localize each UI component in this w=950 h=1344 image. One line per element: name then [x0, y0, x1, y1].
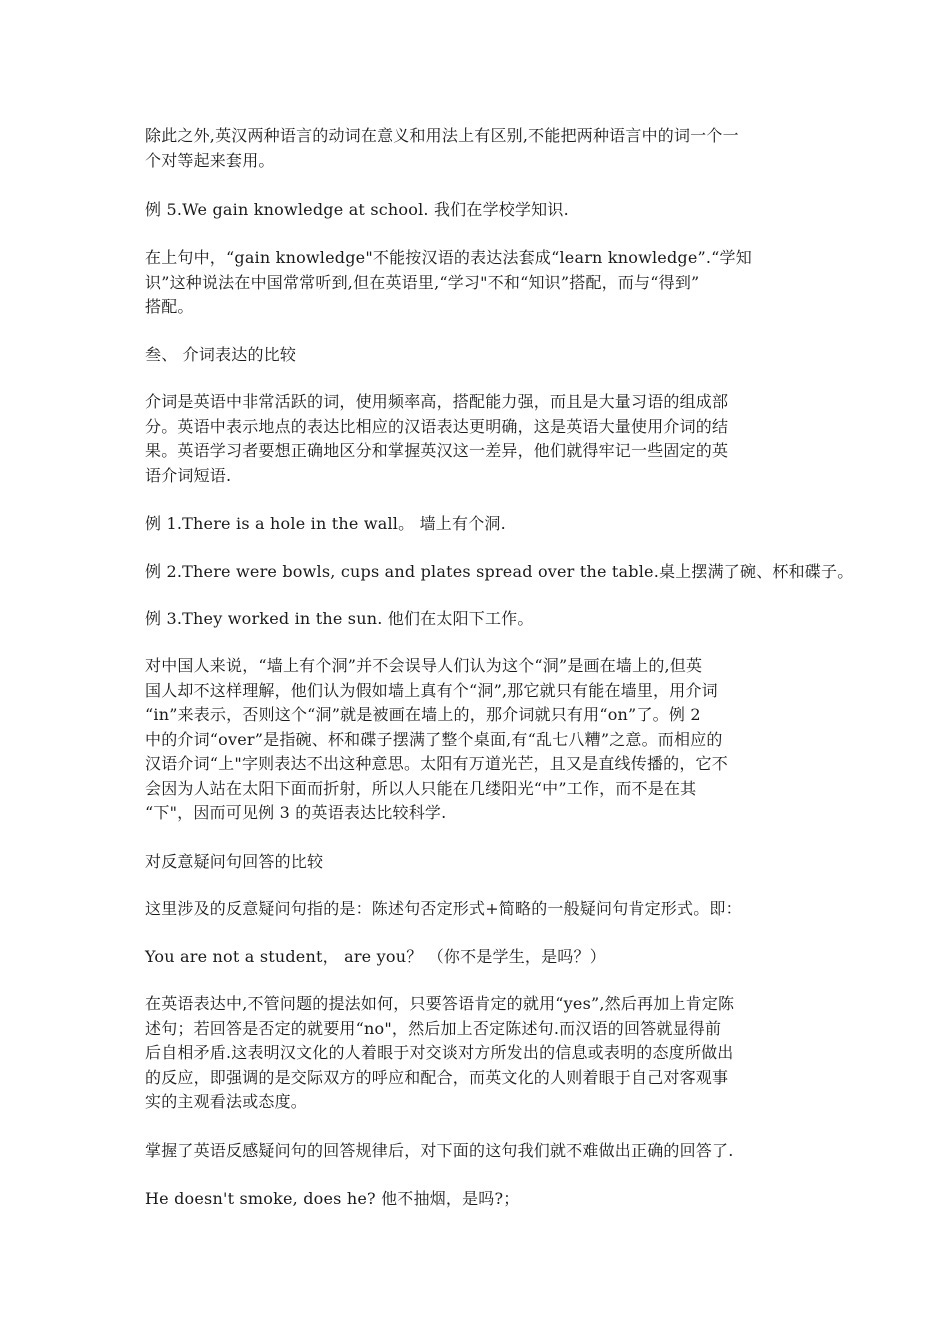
paragraph-verb-difference: 除此之外,英汉两种语言的动词在意义和用法上有区别,不能把两种语言中的词一个一 个对等起来套用。 — [145, 126, 739, 170]
example-smoke: He doesn't smoke, does he? 他不抽烟，是吗?； — [145, 1189, 520, 1208]
paragraph-gain-knowledge: 在上句中，“gain knowledge"不能按汉语的表达法套成“learn knowledge”.“学知 识”这种说法在中国常常听到,但在英语里,“学习"不和“知识”搭配，而与“得到” 搭配。 — [145, 248, 752, 316]
paragraph-hole-in-wall: 对中国人来说，“墙上有个洞”并不会误导人们认为这个“洞”是画在墙上的,但英 国人却不这样理解，他们认为假如墙上真有个“洞”,那它就只有能在墙里，用介词 “in”来表示，否则这个“洞”就是被画在墙上的，那介词就只有用“on”了。例 2 中的介词“over”是指碗、杯和碟子摆满了整个桌面,有“乱七八糟”之意。而相应的 汉语介词“上"字则表达不出这种意思。太阳有万道光芒，且又是直线传播的，它不 会因为人站在太阳下面而折射，所以人只能在几缕阳光“中”工作，而不是在其 “下"，因而可见例 3 的英语表达比较科学. — [145, 656, 728, 822]
example-5: 例 5.We gain knowledge at school. 我们在学校学知识. — [145, 200, 569, 219]
section-heading-tag-questions: 对反意疑问句回答的比较 — [145, 852, 324, 871]
paragraph-tag-question-definition: 这里涉及的反意疑问句指的是：陈述句否定形式+简略的一般疑问句肯定形式。即： — [145, 899, 742, 918]
paragraph-answer-rules: 在英语表达中,不管问题的提法如何，只要答语肯定的就用“yes”,然后再加上肯定陈 述句；若回答是否定的就要用“no"，然后加上否定陈述句.而汉语的回答就显得前 后自相矛盾.这表明汉文化的人着眼于对交谈对方所发出的信息或表明的态度所做出 的反应，即强调的是交际双方的呼应和配合，而英文化的人则着眼于自己对客观事 实的主观看法或态度。 — [145, 994, 735, 1111]
example-2: 例 2.There were bowls, cups and plates spread over the table.桌上摆满了碗、杯和碟子。 — [145, 562, 854, 581]
paragraph-prepositions-intro: 介词是英语中非常活跃的词，使用频率高，搭配能力强，而且是大量习语的组成部 分。英语中表示地点的表达比相应的汉语表达更明确，这是英语大量使用介词的结 果。英语学习者要想正确地区分和掌握英汉这一差异，他们就得牢记一些固定的英 语介词短语. — [145, 392, 729, 485]
example-1: 例 1.There is a hole in the wall。 墙上有个洞. — [145, 514, 506, 533]
section-heading-prepositions: 叁、 介词表达的比较 — [145, 345, 297, 364]
example-student: You are not a student， are you？ （你不是学生，是吗？） — [145, 947, 606, 966]
example-3: 例 3.They worked in the sun. 他们在太阳下工作。 — [145, 609, 534, 628]
paragraph-mastery: 掌握了英语反感疑问句的回答规律后，对下面的这句我们就不难做出正确的回答了. — [145, 1141, 734, 1160]
